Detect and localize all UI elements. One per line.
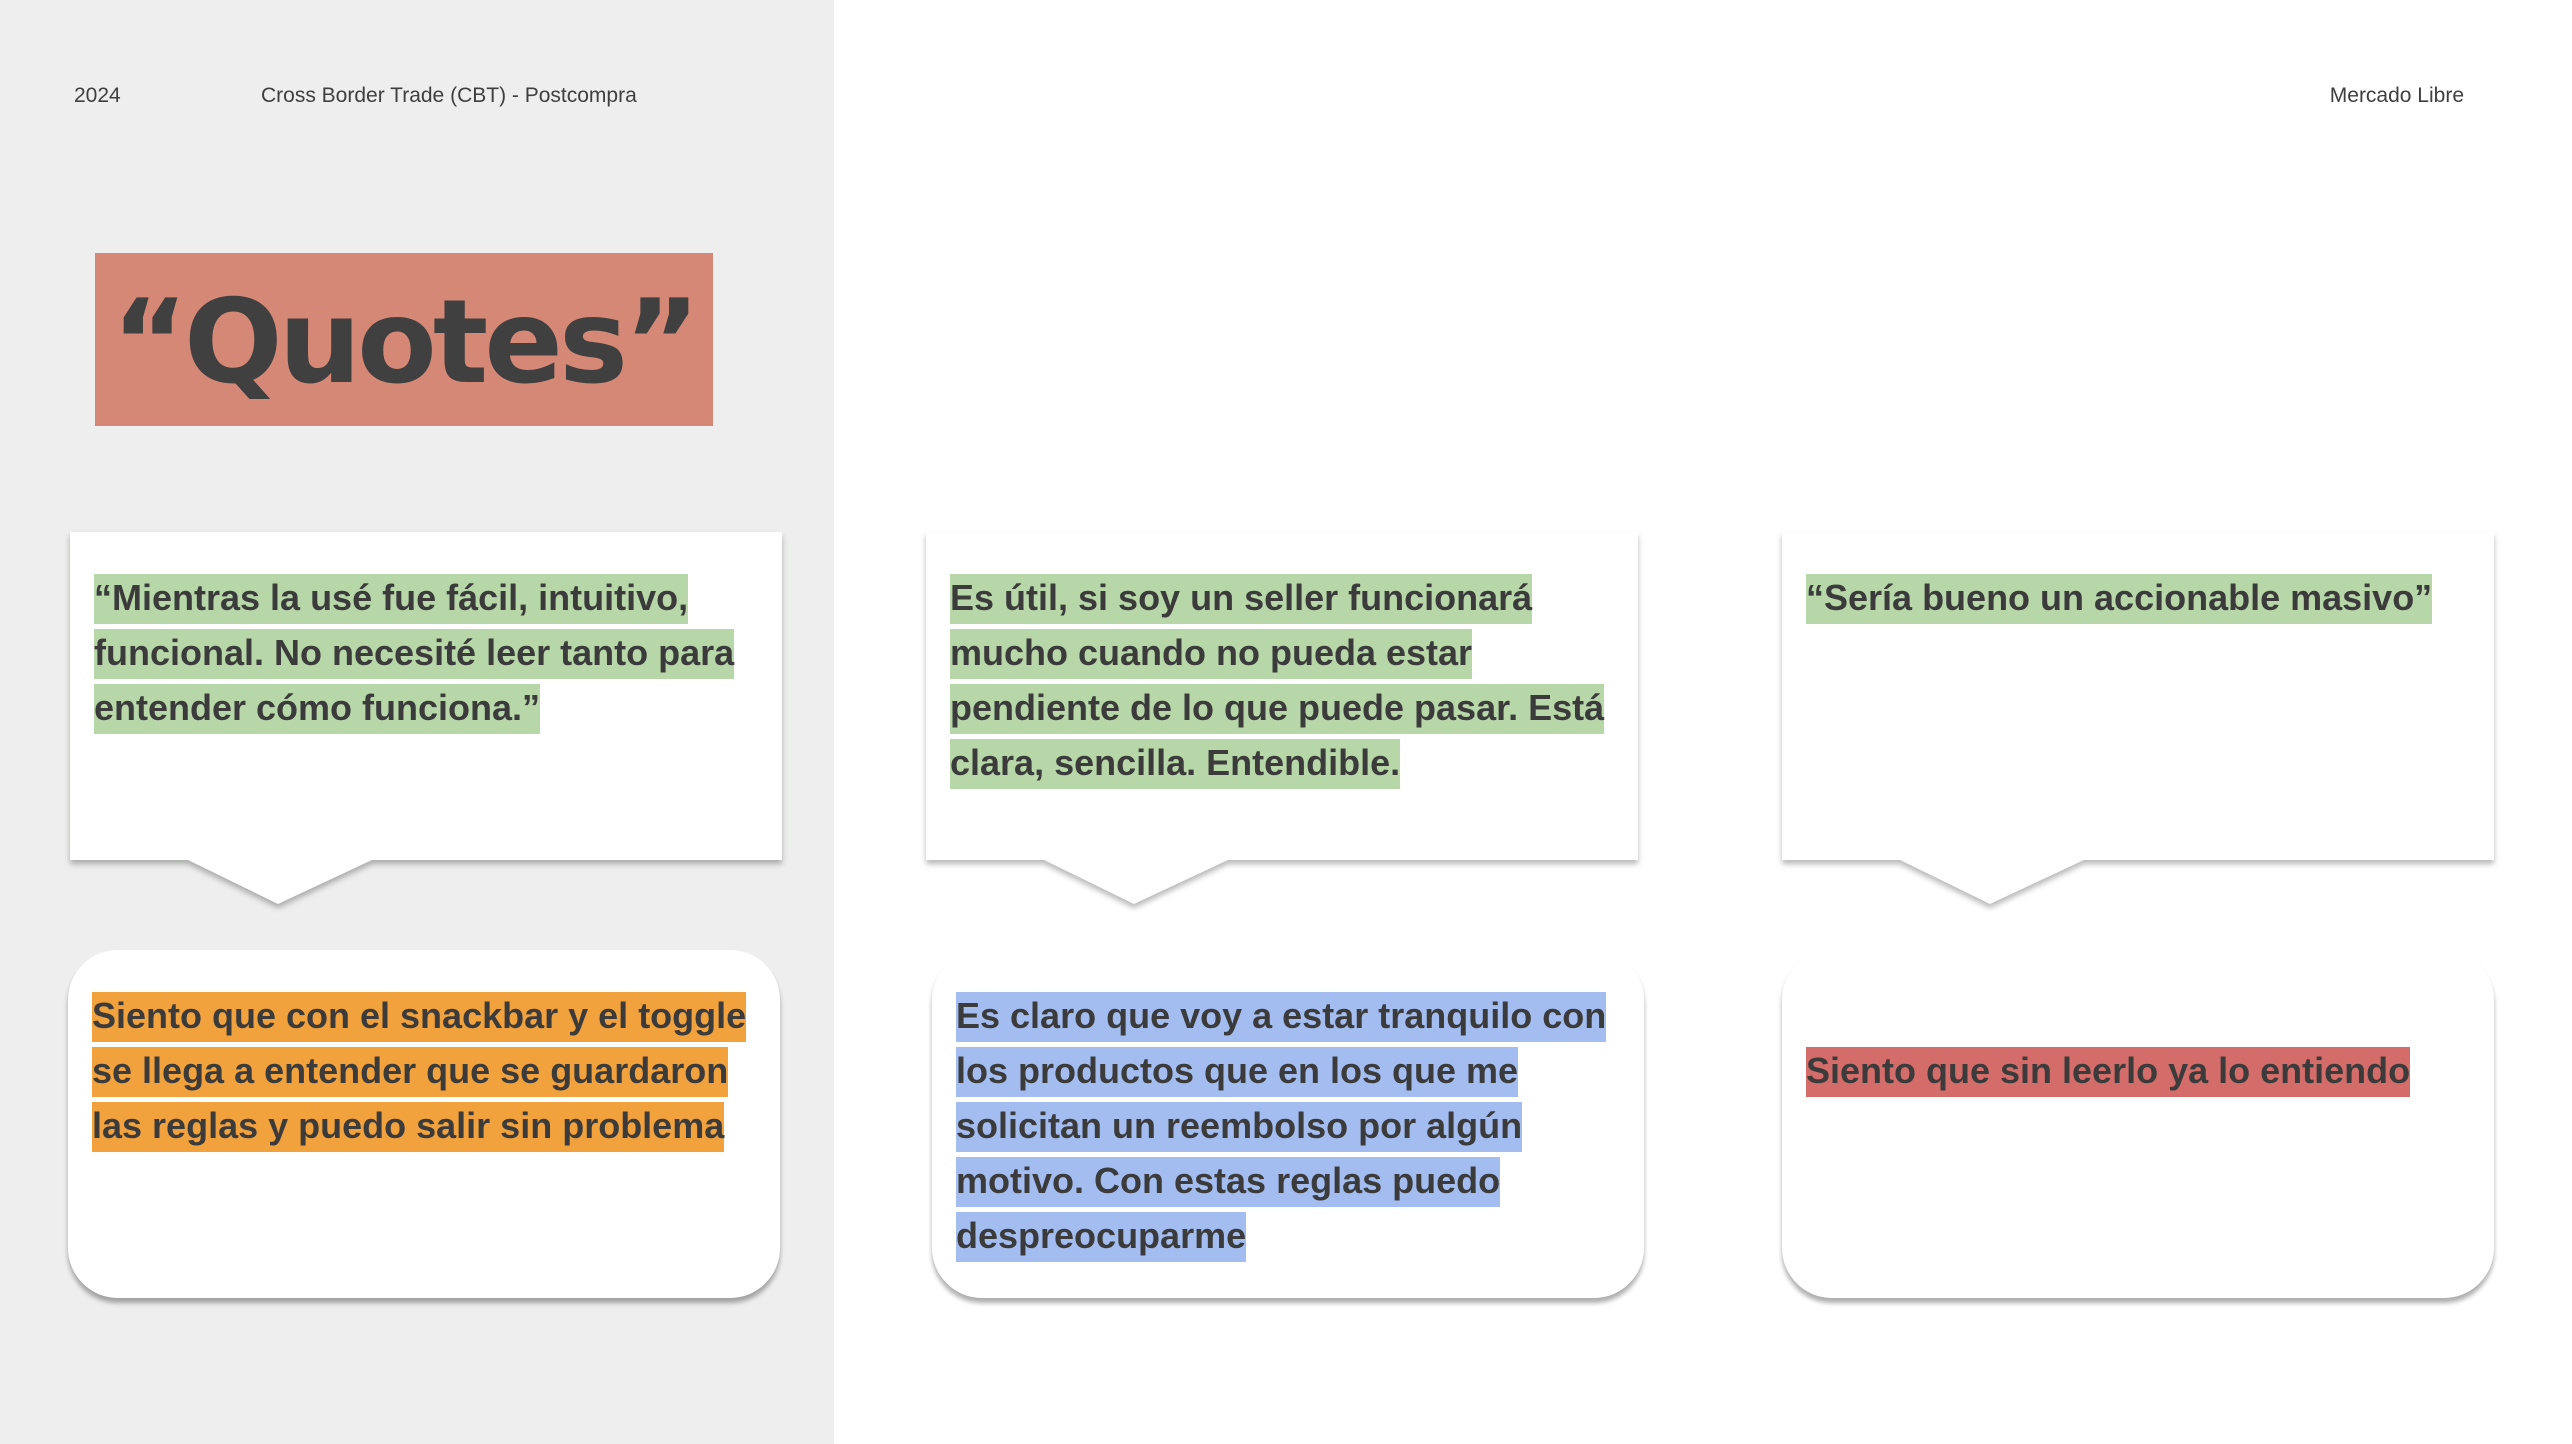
header-project-title: Cross Border Trade (CBT) - Postcompra: [261, 84, 637, 107]
speech-bubble-highlight: Es útil, si soy un seller funcionará mucho cuando no pueda estar pendiente de lo que puede pasar. Está clara, sencilla. Entendible.: [950, 574, 1604, 789]
header-brand: Mercado Libre: [2329, 84, 2464, 107]
quote-card-highlight: Siento que con el snackbar y el toggle se llega a entender que se guardaron las reglas y puedo salir sin problema: [92, 992, 746, 1152]
title-highlight-box: [95, 253, 713, 426]
quote-card-2: [932, 950, 1644, 1298]
quote-card-text: [92, 988, 772, 1153]
quote-card-1: [68, 950, 780, 1298]
speech-bubble-highlight: “Mientras la usé fue fácil, intuitivo, funcional. No necesité leer tanto para entender cómo funciona.”: [94, 574, 734, 734]
page-title: “Quotes”: [111, 275, 697, 410]
speech-bubble-2: [926, 532, 1638, 860]
quote-card-text: [956, 988, 1636, 1263]
quote-card-text: [1806, 1043, 2486, 1098]
speech-bubble-highlight: “Sería bueno un accionable masivo”: [1806, 574, 2432, 624]
header-year: 2024: [74, 84, 121, 107]
quote-card-3: [1782, 950, 2494, 1298]
speech-bubble-text: [1806, 570, 2486, 625]
speech-bubble-text: [94, 570, 774, 735]
speech-bubble-text: [950, 570, 1630, 790]
speech-bubble-3: [1782, 532, 2494, 860]
speech-bubble-1: [70, 532, 782, 860]
quote-card-highlight: Es claro que voy a estar tranquilo con los productos que en los que me solicitan un reembolso por algún motivo. Con estas reglas puedo despreocuparme: [956, 992, 1606, 1262]
quote-card-highlight: Siento que sin leerlo ya lo entiendo: [1806, 1047, 2410, 1097]
